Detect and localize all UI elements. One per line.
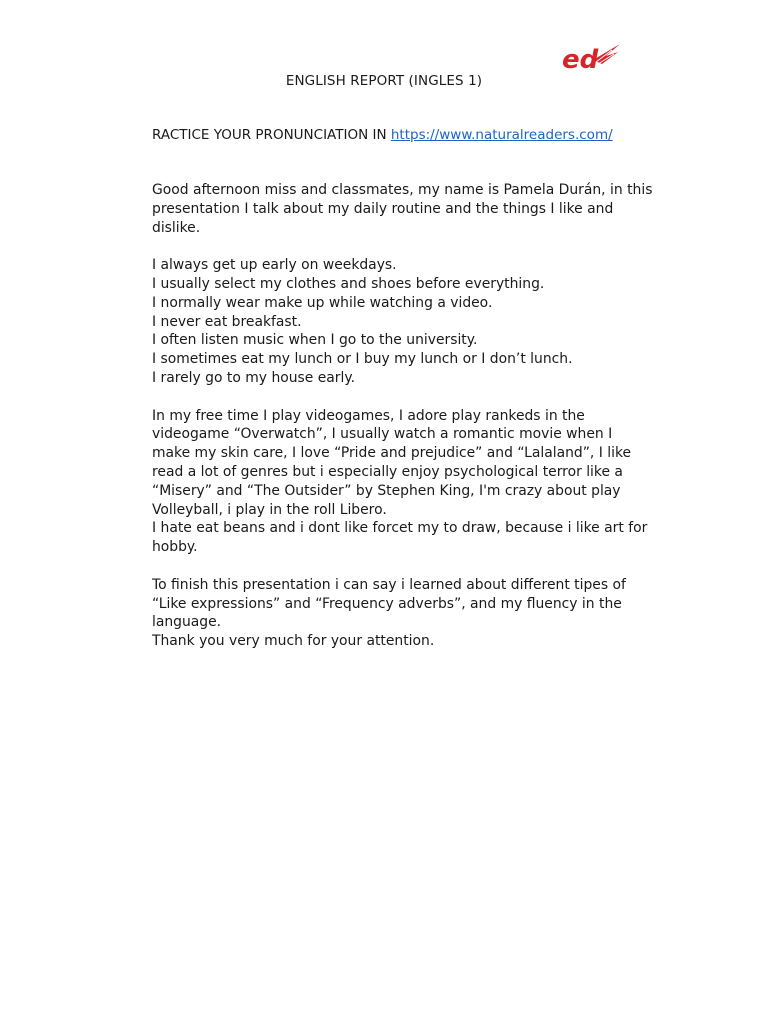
text-line: dislike. — [152, 219, 201, 236]
text-line: “Like expressions” and “Frequency adverbs”, and my fluency in the — [152, 595, 622, 612]
text-line: To finish this presentation i can say i learned about different tipes of — [152, 576, 626, 593]
text-line: I never eat breakfast. — [152, 313, 302, 330]
text-line: Thank you very much for your attention. — [152, 633, 435, 650]
text-line: I normally wear make up while watching a video. — [152, 294, 493, 311]
text-line: videogame “Overwatch”, I usually watch a romantic movie when I — [152, 426, 613, 443]
text-line: read a lot of genres but i especially enjoy psychological terror like a — [152, 463, 623, 480]
institution-logo — [560, 40, 622, 74]
text-line: hobby. — [152, 539, 198, 556]
text-line: I hate eat beans and i dont like forcet my to draw, because i like art for — [152, 520, 648, 537]
text-line: In my free time I play videogames, I adore play rankeds in the — [152, 407, 585, 424]
naturalreaders-link[interactable]: https://www.naturalreaders.com/ — [390, 127, 613, 143]
text-line: I usually select my clothes and shoes before everything. — [152, 275, 545, 292]
text-line: I rarely go to my house early. — [152, 369, 356, 386]
report-body — [152, 181, 672, 651]
text-line: I often listen music when I go to the university. — [152, 332, 478, 349]
text-line: make my skin care, I love “Pride and prejudice” and “Lalaland”, I like — [152, 445, 632, 462]
text-line: language. — [152, 614, 222, 631]
text-line: presentation I talk about my daily routine and the things I like and — [152, 200, 614, 217]
text-line: I sometimes eat my lunch or I buy my lunch or I don’t lunch. — [152, 351, 573, 368]
free-time-paragraph — [152, 407, 672, 557]
routine-paragraph — [152, 256, 672, 388]
text-line: “Misery” and “The Outsider” by Stephen King, I'm crazy about play — [152, 482, 621, 499]
svg-text:ed: ed — [562, 45, 599, 74]
report-title: ENGLISH REPORT (INGLES 1) — [285, 73, 483, 89]
text-line: Volleyball, i play in the roll Libero. — [152, 501, 387, 518]
intro-paragraph — [152, 181, 672, 237]
practice-line — [152, 127, 613, 143]
text-line: Good afternoon miss and classmates, my name is Pamela Durán, in this — [152, 182, 653, 198]
closing-paragraph — [152, 576, 672, 651]
practice-prefix: RACTICE YOUR PRONUNCIATION IN — [152, 127, 391, 143]
text-line: I always get up early on weekdays. — [152, 257, 397, 274]
